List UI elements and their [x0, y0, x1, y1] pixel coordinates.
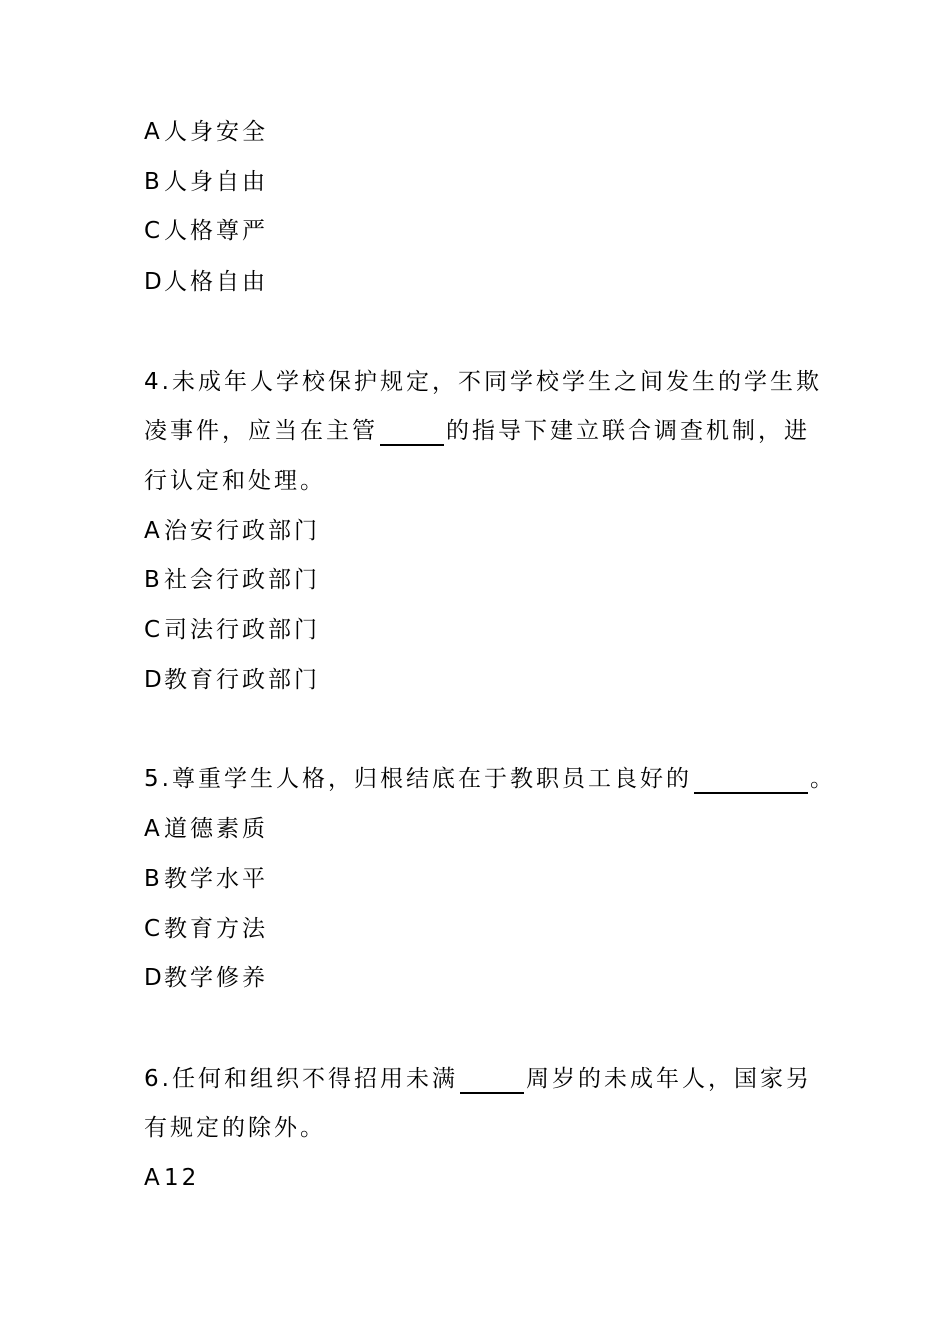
- answer-blank: [460, 1066, 524, 1094]
- option-letter: A: [144, 1165, 160, 1191]
- question-text: 6.任何和组织不得招用未满: [144, 1066, 458, 1092]
- option-text: 教学水平: [164, 866, 268, 892]
- option-text: 司法行政部门: [164, 617, 320, 643]
- option-a: [144, 117, 268, 147]
- question-text: 凌事件，应当在主管: [144, 418, 378, 444]
- option-a: [144, 814, 268, 844]
- option-letter: A: [144, 816, 160, 842]
- option-text: 教育方法: [164, 916, 268, 942]
- option-c: [144, 216, 268, 246]
- option-text: 人身安全: [164, 119, 268, 145]
- option-b: [144, 565, 320, 595]
- option-letter: C: [144, 617, 161, 643]
- option-d: [144, 665, 320, 695]
- option-c: [144, 615, 320, 645]
- option-text: 道德素质: [164, 816, 268, 842]
- question-text: 周岁的未成年人，国家另: [525, 1066, 812, 1092]
- question-4-line-1: 4.未成年人学校保护规定，不同学校学生之间发生的学生欺: [144, 369, 822, 395]
- question-text: 的指导下建立联合调查机制，进: [446, 418, 810, 444]
- option-letter: B: [144, 866, 160, 892]
- option-text: 12: [164, 1165, 200, 1191]
- option-letter: D: [144, 965, 162, 991]
- option-text: 人身自由: [164, 169, 268, 195]
- option-b: [144, 864, 268, 894]
- question-text: 。: [809, 766, 836, 792]
- option-a: [144, 516, 320, 546]
- question-6-line-2: 有规定的除外。: [144, 1115, 326, 1141]
- question-text: 5.尊重学生人格，归根结底在于教职员工良好的: [144, 766, 692, 792]
- question-6-line-1: [144, 1064, 812, 1094]
- option-letter: B: [144, 567, 160, 593]
- option-letter: A: [144, 518, 160, 544]
- option-letter: D: [144, 269, 162, 295]
- option-text: 教学修养: [164, 965, 268, 991]
- option-text: 治安行政部门: [164, 518, 320, 544]
- answer-blank: [380, 418, 444, 446]
- option-letter: D: [144, 667, 162, 693]
- option-d: [144, 963, 268, 993]
- option-text: 人格自由: [164, 269, 268, 295]
- option-c: [144, 914, 268, 944]
- option-letter: B: [144, 169, 160, 195]
- option-letter: C: [144, 916, 161, 942]
- option-letter: A: [144, 119, 160, 145]
- option-b: [144, 167, 268, 197]
- question-5-line-1: [144, 764, 836, 794]
- option-text: 人格尊严: [164, 218, 268, 244]
- option-letter: C: [144, 218, 161, 244]
- question-4-line-2: [144, 416, 810, 446]
- option-d: [144, 267, 268, 297]
- answer-blank: [694, 766, 808, 794]
- option-a: [144, 1163, 199, 1193]
- option-text: 社会行政部门: [164, 567, 320, 593]
- question-4-line-3: 行认定和处理。: [144, 468, 326, 494]
- option-text: 教育行政部门: [164, 667, 320, 693]
